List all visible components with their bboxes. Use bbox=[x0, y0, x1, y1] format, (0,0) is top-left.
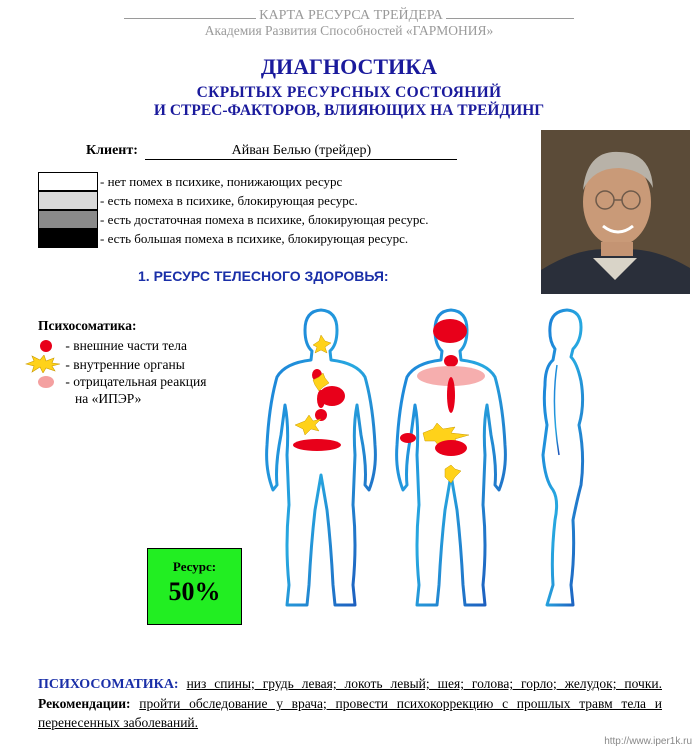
legend-text: - есть помеха в психике, блокирующая ресурс. bbox=[100, 193, 358, 208]
client-label: Клиент: bbox=[86, 143, 138, 158]
legend-text: - есть достаточная помеха в психике, блокирующая ресурс. bbox=[100, 212, 429, 227]
page-subtitle-1: СКРЫТЫХ РЕСУРСНЫХ СОСТОЯНИЙ bbox=[196, 84, 502, 101]
resource-label: Ресурс: bbox=[172, 559, 217, 574]
header-underline-left bbox=[124, 6, 256, 19]
back-markers bbox=[400, 319, 485, 483]
summary-symptoms: низ спины; грудь левая; локоть левый; шея; голова; горло; желудок; почки. bbox=[186, 676, 662, 691]
client-value: Айван Белью (трейдер) bbox=[145, 143, 457, 160]
doc-header-subtitle: Академия Развития Способностей «ГАРМОНИЯ» bbox=[204, 23, 494, 38]
legend-swatch-white bbox=[38, 172, 98, 191]
body-side-figure bbox=[543, 310, 583, 605]
recommendations-label: Рекомендации: bbox=[38, 696, 131, 711]
header-underline-right bbox=[446, 6, 574, 19]
psy-item-text: - внутренние органы bbox=[65, 357, 185, 372]
summary-key: ПСИХОСОМАТИКА: bbox=[38, 677, 179, 692]
client-photo bbox=[541, 130, 690, 294]
psy-item bbox=[75, 391, 141, 407]
legend-row bbox=[38, 210, 538, 228]
body-figures bbox=[255, 305, 615, 620]
page-title: ДИАГНОСТИКА bbox=[260, 54, 438, 79]
header-line1: КАРТА РЕСУРСА ТРЕЙДЕРА bbox=[259, 8, 443, 23]
psy-item-text: - отрицательная реакция bbox=[65, 374, 207, 389]
body-back-figure bbox=[397, 310, 506, 605]
pink-oval-icon bbox=[38, 373, 62, 389]
recommendations-text: пройти обследование у врача; провести психокоррекцию с прошлых травм тела и перенесенных заболеваний. bbox=[38, 696, 663, 730]
legend-swatch-gray bbox=[38, 210, 98, 229]
resource-value: 50% bbox=[168, 577, 221, 606]
legend-swatch-light bbox=[38, 191, 98, 210]
psychosomatics-title: Психосоматика: bbox=[38, 318, 137, 333]
legend-row bbox=[38, 172, 538, 190]
body-front-figure bbox=[267, 310, 376, 605]
legend-text: - нет помех в психике, понижающих ресурс bbox=[100, 174, 343, 189]
psychosomatics-legend bbox=[38, 318, 207, 406]
red-dot-icon bbox=[38, 337, 62, 353]
doc-header-title bbox=[0, 6, 698, 24]
psy-item-text: на «ИПЭР» bbox=[75, 391, 142, 406]
resource-score-box bbox=[147, 548, 242, 625]
legend-text: - есть большая помеха в психике, блокирующая ресурс. bbox=[100, 231, 409, 246]
page-subtitle-2: И СТРЕС-ФАКТОРОВ, ВЛИЯЮЩИХ НА ТРЕЙДИНГ bbox=[153, 102, 545, 119]
yellow-burst-icon bbox=[24, 355, 62, 373]
psy-item-text: - внешние части тела bbox=[65, 338, 187, 353]
psy-item bbox=[38, 373, 206, 390]
psy-item bbox=[38, 337, 187, 354]
section-heading-body-health: 1. РЕСУРС ТЕЛЕСНОГО ЗДОРОВЬЯ: bbox=[138, 268, 389, 284]
client-line bbox=[86, 143, 457, 160]
legend-row bbox=[38, 191, 538, 209]
psy-item bbox=[24, 355, 185, 373]
front-markers bbox=[293, 335, 345, 451]
legend-swatch-black bbox=[38, 229, 98, 248]
source-url: http://www.iper1k.ru bbox=[604, 736, 692, 747]
legend-row bbox=[38, 229, 538, 247]
psychosomatics-summary bbox=[38, 674, 662, 732]
